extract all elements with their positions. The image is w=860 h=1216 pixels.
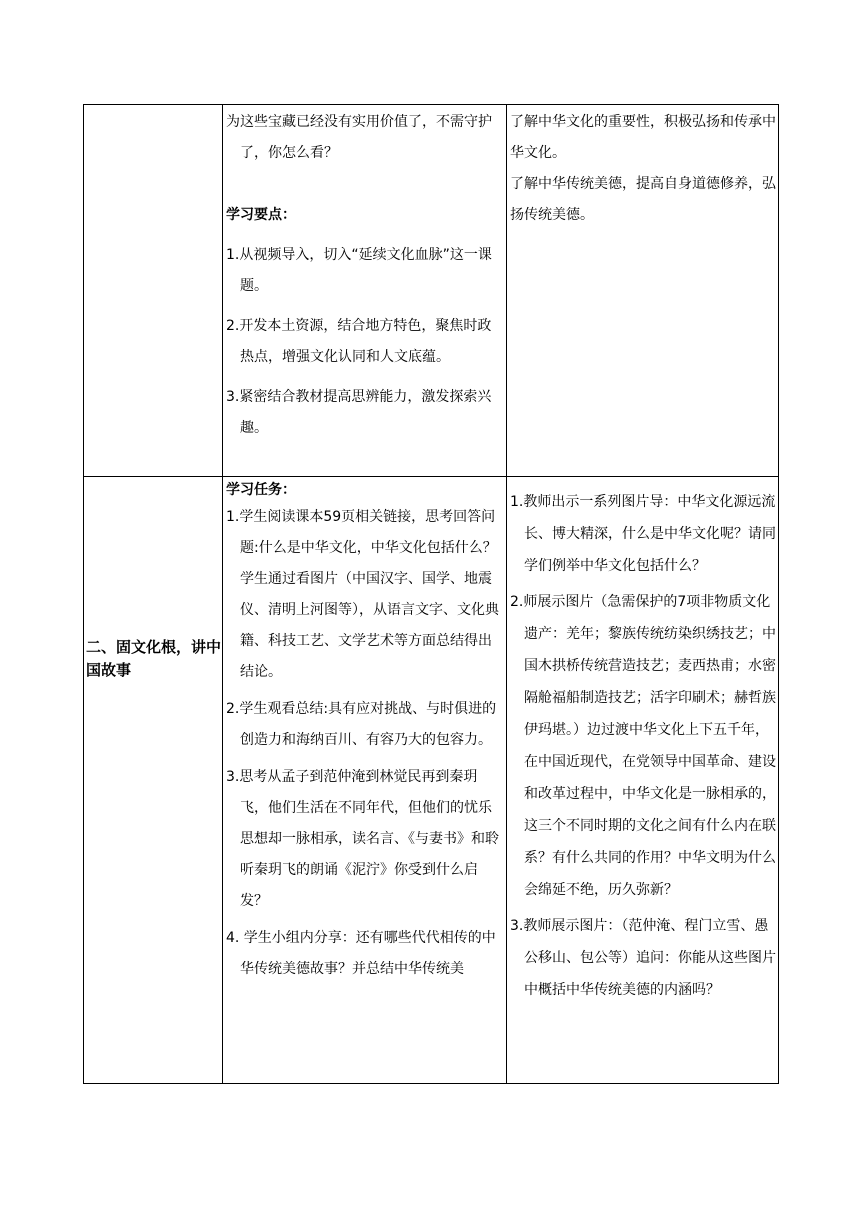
table-bottom-border bbox=[83, 1083, 779, 1084]
row1-point-2: 2.开发本土资源，结合地方特色，聚焦时政热点，增强文化认同和人文底蕴。 bbox=[226, 318, 492, 365]
row1-goal-2: 了解中华传统美德，提高自身道德修养，弘扬传统美德。 bbox=[510, 176, 776, 223]
row2-task-4: 4. 学生小组内分享：还有哪些代代相传的中华传统美德故事？并总结中华传统美 bbox=[226, 930, 496, 977]
row1-activity-cell bbox=[226, 107, 504, 444]
row2-teacher-3: 3.教师展示图片：（范仲淹、程门立雪、愚公移山、包公等）追问：你能从这些图片中概括中华传统美德的内涵吗？ bbox=[510, 918, 776, 998]
column-divider-1 bbox=[222, 104, 223, 1084]
row2-teacher-cell bbox=[510, 486, 776, 1006]
table-left-border bbox=[83, 104, 84, 1084]
row2-task-2: 2.学生观看总结:具有应对挑战、与时俱进的创造力和海纳百川、有容乃大的包容力。 bbox=[226, 701, 497, 748]
stage-title: 二、固文化根，讲中国故事 bbox=[86, 638, 222, 679]
row1-point-1: 1.从视频导入，切入“延续文化血脉”这一课题。 bbox=[226, 247, 492, 294]
table-top-border bbox=[83, 104, 779, 105]
row2-task-1: 1.学生阅读课本59页相关链接，思考回答问题:什么是中华文化，中华文化包括什么？学生通过看图片（中国汉字、国学、地震仪、清明上河图等），从语言文字、文化典籍、科技工艺、文学艺术等方面总结得出结论。 bbox=[226, 509, 499, 680]
row1-section-heading: 学习要点： bbox=[226, 207, 296, 223]
row1-goal-1: 了解中华文化的重要性，积极弘扬和传承中华文化。 bbox=[510, 114, 776, 161]
row1-goal-cell bbox=[510, 107, 776, 231]
row2-teacher-1: 1.教师出示一系列图片导：中华文化源远流长、博大精深，什么是中华文化呢？请同学们例举中华文化包括什么？ bbox=[510, 494, 776, 574]
column-divider-2 bbox=[506, 104, 507, 1084]
row2-section-heading: 学习任务： bbox=[226, 482, 296, 498]
row-divider bbox=[83, 476, 779, 477]
row2-task-3: 3.思考从孟子到范仲淹到林觉民再到秦玥飞，他们生活在不同年代，但他们的忧乐思想却一脉相承，读名言、《与妻书》和聆听秦玥飞的朗诵《泥泞》你受到什么启发？ bbox=[226, 769, 499, 909]
table-right-border bbox=[778, 104, 779, 1084]
row1-intro-text: 为这些宝藏已经没有实用价值了，不需守护了，你怎么看？ bbox=[226, 114, 492, 161]
row2-teacher-2: 2.师展示图片（急需保护的7项非物质文化遗产：羌年；黎族传统纺染织绣技艺；中国木拱桥传统营造技艺；麦西热甫；水密隔舱福船制造技艺；活字印刷术；赫哲族伊玛堪。）边过渡中华文化上下五千年，在中国近现代，在党领导中国革命、建设 和改革过程中，中华文化是一脉相承的，这三个不同时期的文化之间有什么内在联系？有什么共同的作用？中华文明为什么会绵延不绝，历久弥新？ bbox=[510, 594, 776, 898]
row1-point-3: 3.紧密结合教材提高思辨能力，激发探索兴趣。 bbox=[226, 389, 492, 436]
row2-task-cell bbox=[226, 478, 504, 985]
